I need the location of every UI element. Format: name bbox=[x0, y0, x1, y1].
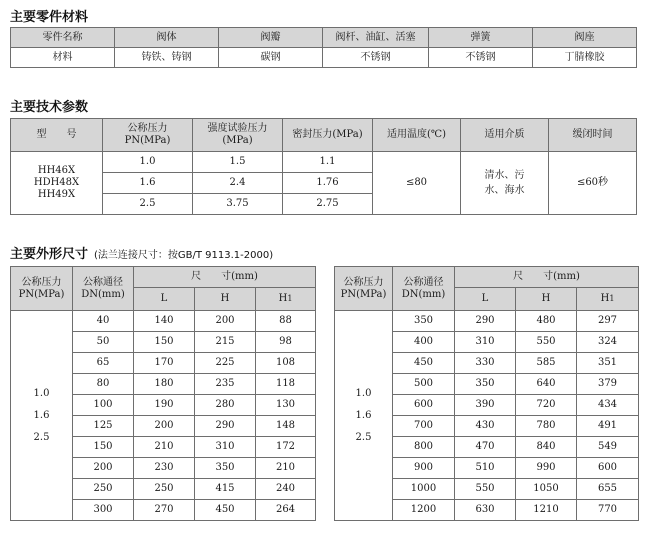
table-row bbox=[11, 311, 316, 332]
size-cell: 210 bbox=[134, 437, 195, 458]
dimensions-title-text: 主要外形尺寸 bbox=[10, 247, 89, 262]
size-cell: 550 bbox=[455, 479, 516, 500]
size-cell: 351 bbox=[577, 353, 639, 374]
size-cell: 600 bbox=[577, 458, 639, 479]
size-cell: 434 bbox=[577, 395, 639, 416]
size-cell: 310 bbox=[455, 332, 516, 353]
size-cell: 415 bbox=[195, 479, 256, 500]
params-temperature: ≤80 bbox=[373, 152, 461, 215]
size-cell: 510 bbox=[455, 458, 516, 479]
materials-cell: 丁腈橡胶 bbox=[533, 48, 637, 68]
materials-header: 零件名称 bbox=[11, 28, 115, 48]
params-models bbox=[11, 152, 103, 215]
dn-cell: 50 bbox=[73, 332, 134, 353]
size-cell: 230 bbox=[134, 458, 195, 479]
dn-cell: 500 bbox=[393, 374, 455, 395]
size-cell: 720 bbox=[516, 395, 577, 416]
materials-cell: 不锈钢 bbox=[429, 48, 533, 68]
dim-header-dn: 公称通径 DN(mm) bbox=[393, 267, 455, 311]
size-cell: 470 bbox=[455, 437, 516, 458]
size-cell: 170 bbox=[134, 353, 195, 374]
params-header: 型 号 bbox=[11, 119, 103, 152]
dimensions-table-left bbox=[10, 266, 316, 521]
materials-header: 阀杆、油缸、活塞 bbox=[323, 28, 429, 48]
dim-header-h1-sub: 1 bbox=[609, 294, 615, 303]
size-cell: 108 bbox=[256, 353, 316, 374]
dim-header-pn: 公称压力 PN(MPa) bbox=[11, 267, 73, 311]
dn-cell: 250 bbox=[73, 479, 134, 500]
params-cell: 2.4 bbox=[193, 173, 283, 194]
materials-table bbox=[10, 27, 637, 68]
dn-cell: 700 bbox=[393, 416, 455, 437]
params-cell: 1.6 bbox=[103, 173, 193, 194]
model-name: HDH48X bbox=[33, 177, 80, 188]
size-cell: 215 bbox=[195, 332, 256, 353]
size-cell: 630 bbox=[455, 500, 516, 521]
size-cell: 350 bbox=[195, 458, 256, 479]
pn-value: 2.5 bbox=[355, 431, 372, 443]
size-cell: 172 bbox=[256, 437, 316, 458]
size-cell: 88 bbox=[256, 311, 316, 332]
params-cell: 3.75 bbox=[193, 194, 283, 215]
dim-header-h: H bbox=[516, 288, 577, 311]
size-cell: 450 bbox=[195, 500, 256, 521]
model-name: HH46X bbox=[37, 165, 76, 176]
materials-cell: 材料 bbox=[11, 48, 115, 68]
dn-cell: 125 bbox=[73, 416, 134, 437]
dn-cell: 80 bbox=[73, 374, 134, 395]
pn-value: 2.5 bbox=[33, 431, 50, 443]
dim-header-dn: 公称通径 DN(mm) bbox=[73, 267, 134, 311]
size-cell: 98 bbox=[256, 332, 316, 353]
materials-cell: 不锈钢 bbox=[323, 48, 429, 68]
params-cell: 1.5 bbox=[193, 152, 283, 173]
params-cell: 2.5 bbox=[103, 194, 193, 215]
dim-pn-cell bbox=[335, 311, 393, 521]
size-cell: 225 bbox=[195, 353, 256, 374]
dn-cell: 100 bbox=[73, 395, 134, 416]
size-cell: 585 bbox=[516, 353, 577, 374]
dimensions-table-right bbox=[334, 266, 639, 521]
size-cell: 150 bbox=[134, 332, 195, 353]
size-cell: 200 bbox=[195, 311, 256, 332]
materials-header: 弹簧 bbox=[429, 28, 533, 48]
pn-value: 1.0 bbox=[33, 387, 50, 399]
size-cell: 290 bbox=[455, 311, 516, 332]
size-cell: 148 bbox=[256, 416, 316, 437]
dn-cell: 600 bbox=[393, 395, 455, 416]
dn-cell: 1200 bbox=[393, 500, 455, 521]
table-row bbox=[335, 311, 639, 332]
dn-cell: 150 bbox=[73, 437, 134, 458]
size-cell: 140 bbox=[134, 311, 195, 332]
size-cell: 235 bbox=[195, 374, 256, 395]
size-cell: 130 bbox=[256, 395, 316, 416]
params-cell: 2.75 bbox=[283, 194, 373, 215]
materials-header: 阀座 bbox=[533, 28, 637, 48]
pn-value: 1.0 bbox=[355, 387, 372, 399]
params-cell: 1.1 bbox=[283, 152, 373, 173]
size-cell: 180 bbox=[134, 374, 195, 395]
dim-header-h1-text: H bbox=[278, 293, 288, 304]
dim-header-h1 bbox=[256, 288, 316, 311]
materials-header: 阀瓣 bbox=[219, 28, 323, 48]
dim-header-l: L bbox=[455, 288, 516, 311]
size-cell: 390 bbox=[455, 395, 516, 416]
dimensions-title bbox=[10, 243, 273, 262]
size-cell: 550 bbox=[516, 332, 577, 353]
size-cell: 200 bbox=[134, 416, 195, 437]
dimensions-left-body bbox=[11, 311, 316, 521]
dn-cell: 350 bbox=[393, 311, 455, 332]
dimensions-right-body bbox=[335, 311, 639, 521]
dn-cell: 400 bbox=[393, 332, 455, 353]
dim-header-h: H bbox=[195, 288, 256, 311]
size-cell: 640 bbox=[516, 374, 577, 395]
dim-header-h1-text: H bbox=[600, 293, 610, 304]
size-cell: 280 bbox=[195, 395, 256, 416]
size-cell: 379 bbox=[577, 374, 639, 395]
params-cell: 1.0 bbox=[103, 152, 193, 173]
size-cell: 290 bbox=[195, 416, 256, 437]
model-name: HH49X bbox=[37, 189, 76, 200]
size-cell: 840 bbox=[516, 437, 577, 458]
size-cell: 655 bbox=[577, 479, 639, 500]
params-medium: 清水、污 水、海水 bbox=[461, 152, 549, 215]
size-cell: 1210 bbox=[516, 500, 577, 521]
dim-header-size: 尺 寸(mm) bbox=[134, 267, 316, 288]
materials-cell: 碳钢 bbox=[219, 48, 323, 68]
dn-cell: 450 bbox=[393, 353, 455, 374]
params-header: 公称压力 PN(MPa) bbox=[103, 119, 193, 152]
size-cell: 1050 bbox=[516, 479, 577, 500]
params-header: 强度试验压力 (MPa) bbox=[193, 119, 283, 152]
size-cell: 210 bbox=[256, 458, 316, 479]
pn-value: 1.6 bbox=[355, 409, 372, 421]
params-closing-time: ≤60秒 bbox=[549, 152, 637, 215]
size-cell: 480 bbox=[516, 311, 577, 332]
size-cell: 491 bbox=[577, 416, 639, 437]
dim-pn-cell bbox=[11, 311, 73, 521]
params-header: 缓闭时间 bbox=[549, 119, 637, 152]
size-cell: 240 bbox=[256, 479, 316, 500]
dn-cell: 900 bbox=[393, 458, 455, 479]
dn-cell: 800 bbox=[393, 437, 455, 458]
dim-header-l: L bbox=[134, 288, 195, 311]
size-cell: 330 bbox=[455, 353, 516, 374]
dim-header-size: 尺 寸(mm) bbox=[455, 267, 639, 288]
size-cell: 324 bbox=[577, 332, 639, 353]
size-cell: 770 bbox=[577, 500, 639, 521]
dn-cell: 65 bbox=[73, 353, 134, 374]
dim-header-h1-sub: 1 bbox=[287, 294, 293, 303]
size-cell: 549 bbox=[577, 437, 639, 458]
params-header: 密封压力(MPa) bbox=[283, 119, 373, 152]
materials-title: 主要零件材料 bbox=[10, 10, 89, 25]
size-cell: 430 bbox=[455, 416, 516, 437]
size-cell: 350 bbox=[455, 374, 516, 395]
params-header: 适用介质 bbox=[461, 119, 549, 152]
size-cell: 250 bbox=[134, 479, 195, 500]
params-table bbox=[10, 118, 637, 215]
size-cell: 264 bbox=[256, 500, 316, 521]
size-cell: 297 bbox=[577, 311, 639, 332]
size-cell: 270 bbox=[134, 500, 195, 521]
size-cell: 990 bbox=[516, 458, 577, 479]
dimensions-note: (法兰连接尺寸：按GB/T 9113.1-2000) bbox=[94, 250, 274, 261]
params-title: 主要技术参数 bbox=[10, 100, 89, 115]
dn-cell: 40 bbox=[73, 311, 134, 332]
size-cell: 780 bbox=[516, 416, 577, 437]
pn-value: 1.6 bbox=[33, 409, 50, 421]
size-cell: 118 bbox=[256, 374, 316, 395]
dn-cell: 300 bbox=[73, 500, 134, 521]
size-cell: 190 bbox=[134, 395, 195, 416]
dim-header-h1 bbox=[577, 288, 639, 311]
params-cell: 1.76 bbox=[283, 173, 373, 194]
materials-cell: 铸铁、铸钢 bbox=[115, 48, 219, 68]
size-cell: 310 bbox=[195, 437, 256, 458]
params-header: 适用温度(℃) bbox=[373, 119, 461, 152]
dn-cell: 200 bbox=[73, 458, 134, 479]
materials-header: 阀体 bbox=[115, 28, 219, 48]
dim-header-pn: 公称压力 PN(MPa) bbox=[335, 267, 393, 311]
dn-cell: 1000 bbox=[393, 479, 455, 500]
